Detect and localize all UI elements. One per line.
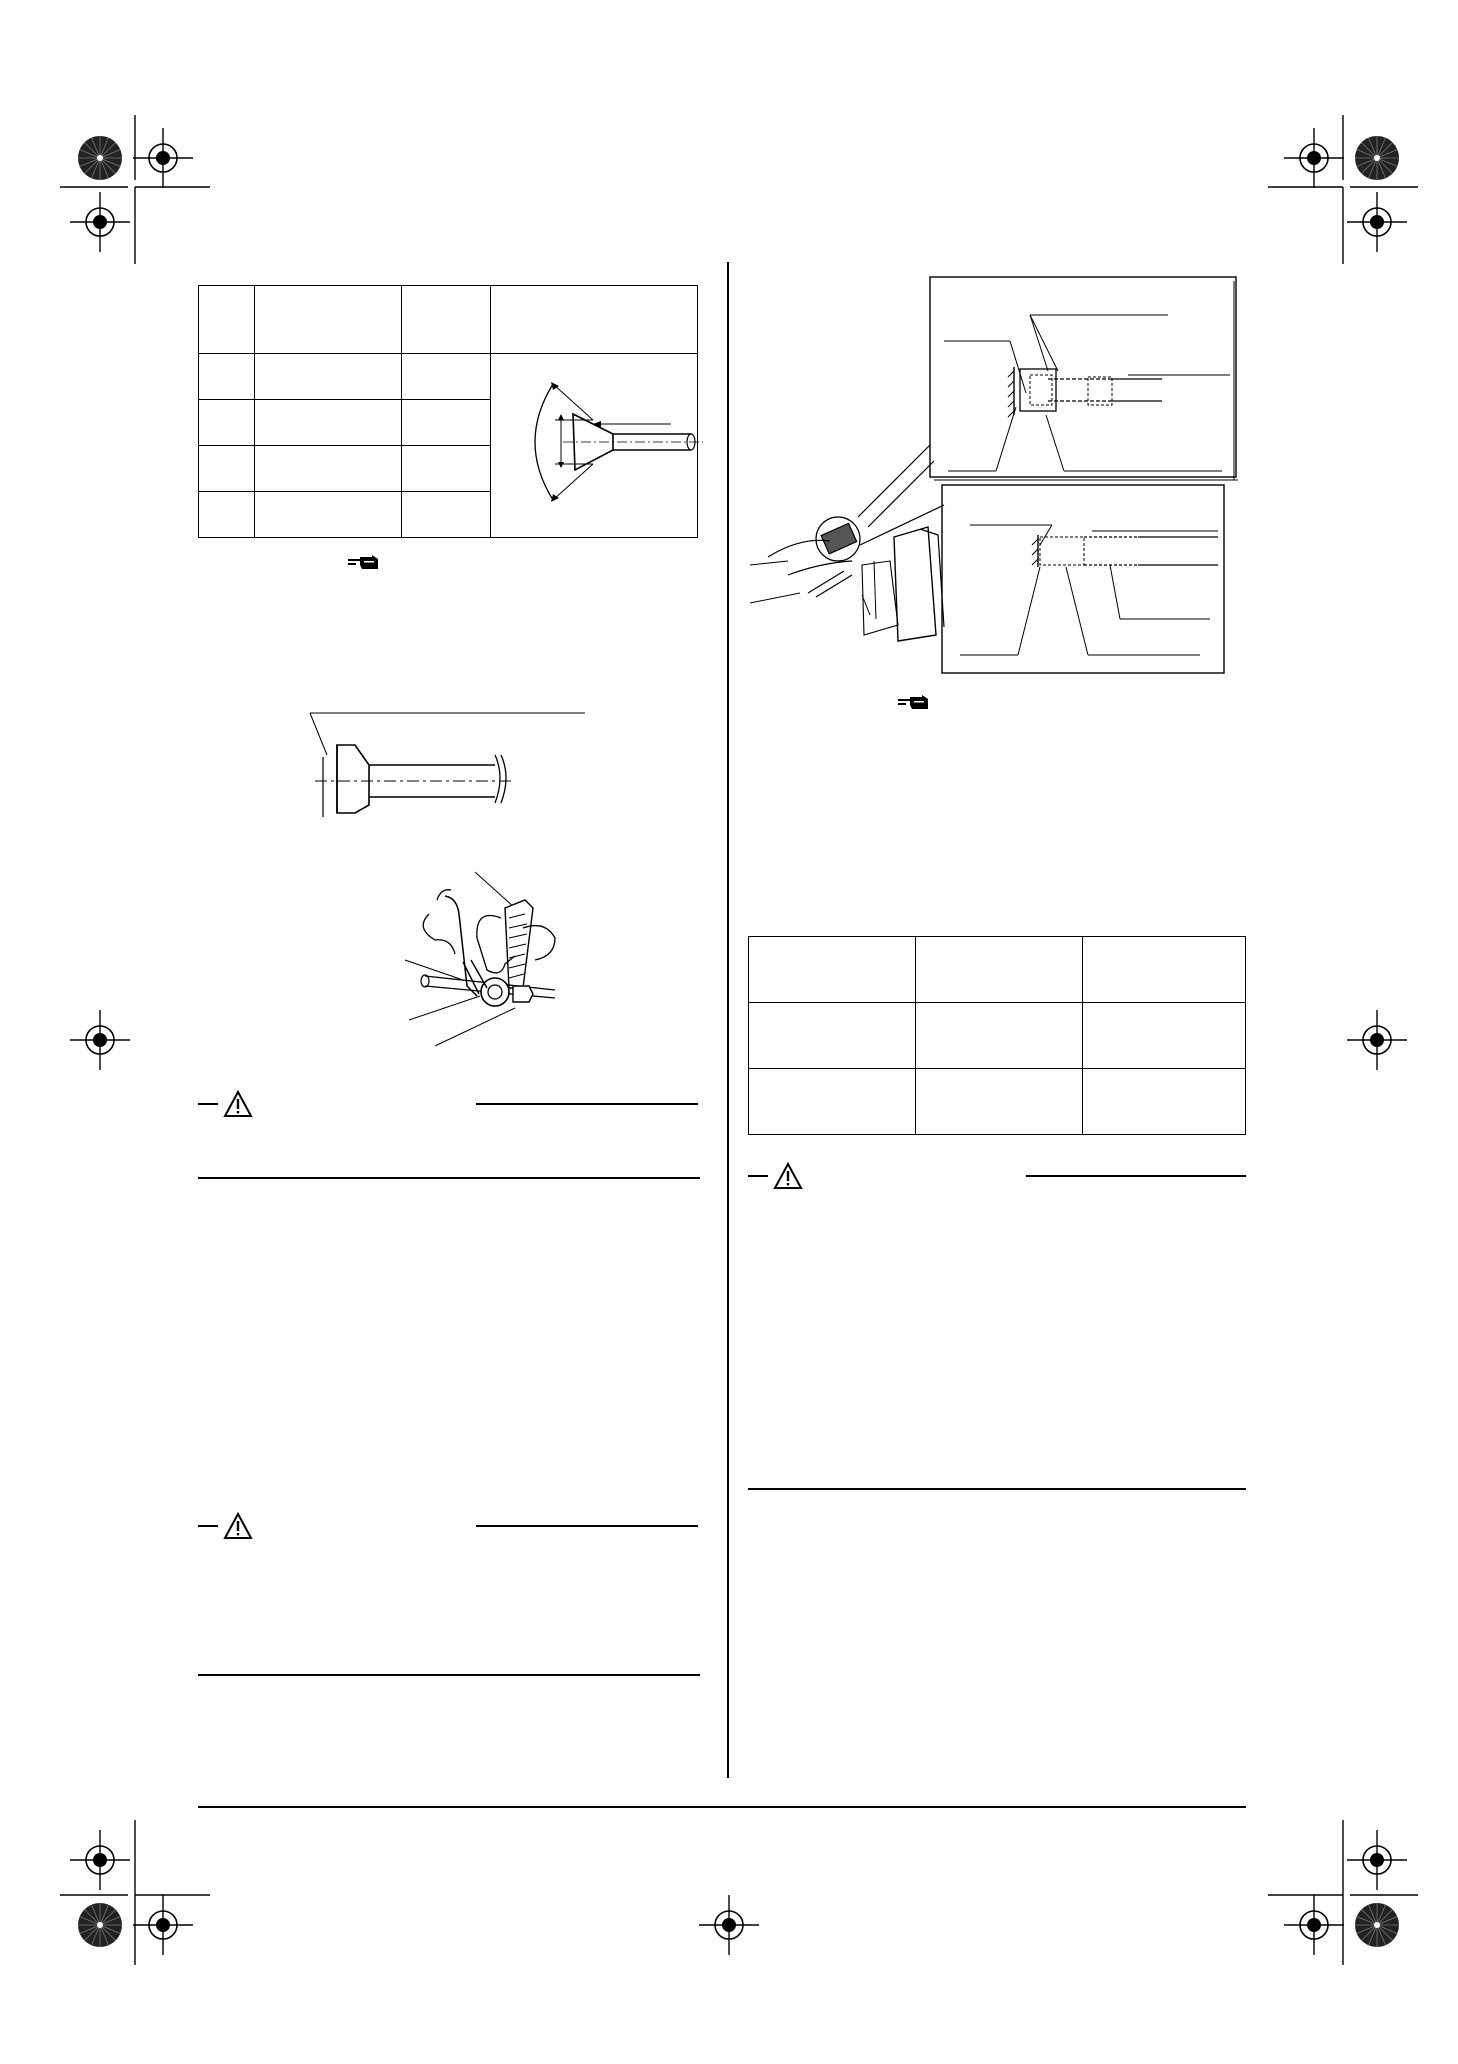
joint-specification-table: [748, 936, 1246, 1135]
table-cell: [199, 354, 255, 400]
registration-crosshair-icon: [1347, 192, 1407, 252]
registration-crosshair-icon: [133, 1895, 193, 1955]
registration-crosshair-icon: [1347, 1830, 1407, 1890]
registration-crosshair-icon: [133, 128, 193, 188]
registration-crosshair-icon: [1284, 128, 1344, 188]
table-cell: [255, 400, 402, 446]
flare-angle-diagram: [503, 362, 713, 532]
caution-end-rule-1: [198, 1177, 700, 1179]
registration-crosshair-icon: [70, 1010, 130, 1070]
flared-pipe-diagram: [305, 705, 595, 835]
table-cell: [402, 286, 491, 354]
table-cell: [255, 492, 402, 538]
table-cell: [916, 1003, 1083, 1069]
table-cell: [255, 354, 402, 400]
caution-text-3: [748, 1195, 1246, 1475]
table-cell: [402, 400, 491, 446]
table-cell: [255, 286, 402, 354]
registration-crosshair-icon: [70, 192, 130, 252]
table-cell: [491, 286, 698, 354]
table-cell: [402, 492, 491, 538]
footer-rule: [198, 1806, 1246, 1808]
column-divider: [727, 262, 729, 1778]
table-cell: [1083, 1069, 1246, 1135]
table-cell: [1083, 1003, 1246, 1069]
flare-dimension-table: [198, 285, 698, 538]
table-cell: [402, 446, 491, 492]
caution-header-3: [748, 1162, 1246, 1190]
table-cell: [199, 286, 255, 354]
caution-end-rule-2: [198, 1674, 700, 1676]
table-cell: [749, 937, 916, 1003]
pointing-hand-icon: [898, 693, 930, 713]
color-wheel-icon: [1355, 136, 1399, 180]
pointing-hand-icon: [348, 553, 380, 573]
caution-header-1: [198, 1090, 700, 1118]
warning-triangle-icon: [223, 1090, 253, 1118]
warning-triangle-icon: [773, 1162, 803, 1190]
table-cell: [749, 1069, 916, 1135]
torque-wrench-illustration: [405, 868, 605, 1048]
caution-text-2: [198, 1545, 700, 1665]
warning-triangle-icon: [223, 1512, 253, 1540]
table-cell: [749, 1003, 916, 1069]
table-cell: [402, 354, 491, 400]
table-cell: [199, 400, 255, 446]
table-cell: [199, 492, 255, 538]
caution-end-rule-3: [748, 1488, 1246, 1490]
color-wheel-icon: [78, 136, 122, 180]
flare-diagram-cell: [491, 354, 698, 538]
table-cell: [199, 446, 255, 492]
registration-crosshair-icon: [699, 1895, 759, 1955]
table-cell: [916, 1069, 1083, 1135]
table-cell: [916, 937, 1083, 1003]
table-cell: [1083, 937, 1246, 1003]
color-wheel-icon: [78, 1903, 122, 1947]
registration-crosshair-icon: [1284, 1895, 1344, 1955]
table-cell: [255, 446, 402, 492]
registration-crosshair-icon: [1347, 1010, 1407, 1070]
color-wheel-icon: [1355, 1903, 1399, 1947]
registration-crosshair-icon: [70, 1830, 130, 1890]
pipe-connection-diagram: [748, 275, 1238, 675]
caution-header-2: [198, 1512, 700, 1540]
caution-text-1: [198, 1122, 700, 1174]
